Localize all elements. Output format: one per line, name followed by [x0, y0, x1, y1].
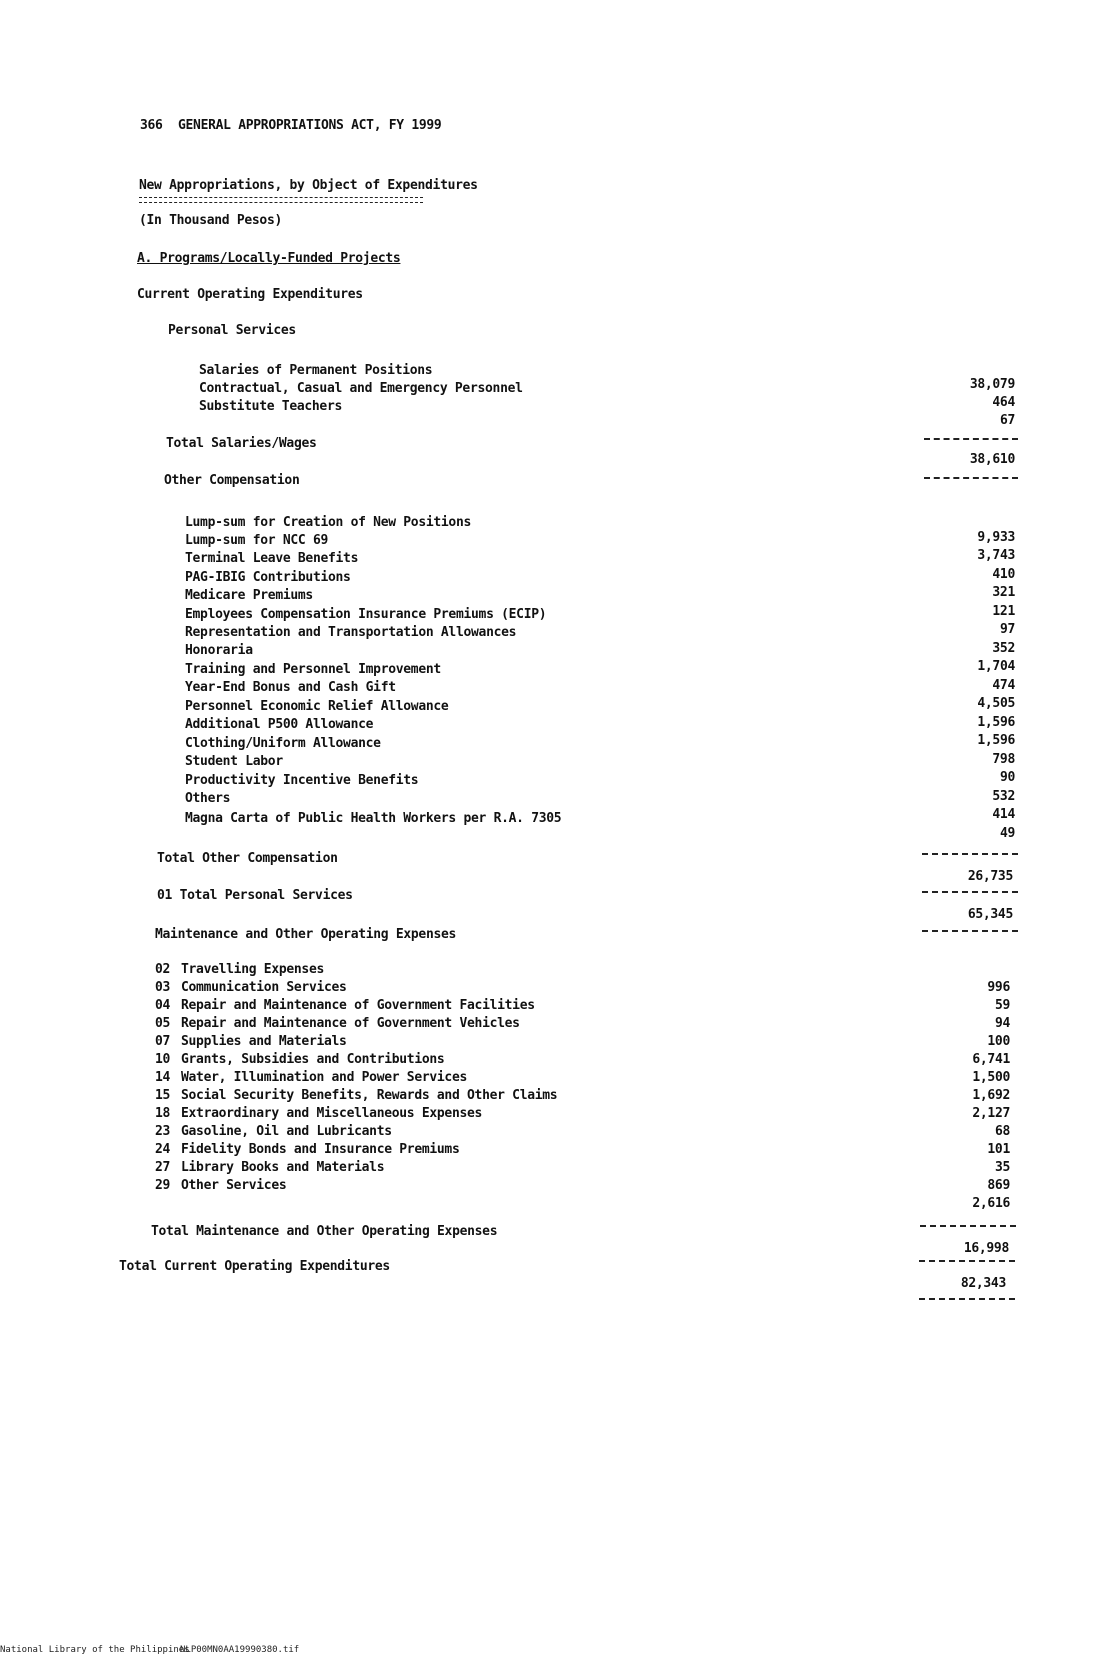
- section-title: A. Programs/Locally-Funded Projects: [137, 251, 401, 266]
- compensation-item-label: Terminal Leave Benefits: [185, 551, 359, 566]
- mooe-item-value: 59: [994, 998, 1010, 1013]
- mooe-item-label: Extraordinary and Miscellaneous Expenses: [181, 1106, 483, 1121]
- compensation-item-label: Magna Carta of Public Health Workers per R.A. 7305: [185, 811, 562, 826]
- compensation-item-value: 121: [992, 604, 1015, 619]
- mooe-item-label: Communication Services: [181, 980, 347, 995]
- mooe-item-code: 27: [155, 1160, 171, 1175]
- unit-label: (In Thousand Pesos): [139, 213, 283, 228]
- mooe-item-code: 29: [155, 1178, 171, 1193]
- mooe-item-value: 94: [994, 1016, 1010, 1031]
- mooe-item-value: 2,616: [972, 1196, 1010, 1211]
- subtotal-rule: [922, 930, 1018, 932]
- salary-item-value: 38,079: [969, 377, 1015, 392]
- mooe-heading: Maintenance and Other Operating Expenses: [155, 927, 457, 942]
- compensation-item-label: Clothing/Uniform Allowance: [185, 736, 381, 751]
- compensation-item-label: Year-End Bonus and Cash Gift: [185, 680, 396, 695]
- compensation-item-label: Representation and Transportation Allowances: [185, 625, 517, 640]
- other-compensation-heading: Other Compensation: [164, 473, 300, 488]
- compensation-item-value: 1,704: [977, 659, 1015, 674]
- compensation-item-value: 1,596: [977, 715, 1015, 730]
- mooe-item-value: 1,692: [972, 1088, 1010, 1103]
- compensation-item-label: Training and Personnel Improvement: [185, 662, 441, 677]
- mooe-item-value: 1,500: [972, 1070, 1010, 1085]
- mooe-item-value: 101: [987, 1142, 1010, 1157]
- subtotal-rule: [922, 853, 1018, 855]
- compensation-item-label: Medicare Premiums: [185, 588, 313, 603]
- compensation-item-label: Honoraria: [185, 643, 253, 658]
- mooe-item-label: Grants, Subsidies and Contributions: [181, 1052, 445, 1067]
- mooe-item-label: Water, Illumination and Power Services: [181, 1070, 468, 1085]
- final-total-rule: [919, 1298, 1015, 1300]
- compensation-item-label: Productivity Incentive Benefits: [185, 773, 419, 788]
- mooe-item-value: 68: [994, 1124, 1010, 1139]
- compensation-item-label: Personnel Economic Relief Allowance: [185, 699, 449, 714]
- compensation-item-value: 1,596: [977, 733, 1015, 748]
- mooe-item-label: Social Security Benefits, Rewards and Other Claims: [181, 1088, 558, 1103]
- mooe-item-value: 100: [987, 1034, 1010, 1049]
- compensation-item-value: 532: [992, 789, 1015, 804]
- mooe-item-value: 35: [994, 1160, 1010, 1175]
- compensation-item-value: 414: [992, 807, 1015, 822]
- salary-item-label: Contractual, Casual and Emergency Personnel: [199, 381, 523, 396]
- mooe-item-value: 996: [987, 980, 1010, 995]
- subheader-title: New Appropriations, by Object of Expenditures: [139, 178, 478, 193]
- compensation-item-value: 474: [992, 678, 1015, 693]
- total-current-operating-value: 82,343: [960, 1276, 1006, 1291]
- compensation-item-label: Student Labor: [185, 754, 283, 769]
- mooe-item-label: Travelling Expenses: [181, 962, 325, 977]
- compensation-item-label: Employees Compensation Insurance Premiums (ECIP): [185, 607, 547, 622]
- mooe-item-code: 18: [155, 1106, 171, 1121]
- salary-item-label: Substitute Teachers: [199, 399, 343, 414]
- mooe-item-label: Fidelity Bonds and Insurance Premiums: [181, 1142, 460, 1157]
- compensation-item-label: Lump-sum for NCC 69: [185, 533, 329, 548]
- compensation-item-label: Additional P500 Allowance: [185, 717, 374, 732]
- compensation-item-label: Others: [185, 791, 231, 806]
- total-current-operating-label: Total Current Operating Expenditures: [119, 1259, 390, 1274]
- salary-item-value: 464: [992, 395, 1015, 410]
- page-number: 366: [140, 118, 163, 133]
- mooe-item-code: 23: [155, 1124, 171, 1139]
- mooe-item-code: 10: [155, 1052, 171, 1067]
- subtotal-rule: [924, 477, 1018, 479]
- mooe-item-code: 02: [155, 962, 171, 977]
- page-header-title: GENERAL APPROPRIATIONS ACT, FY 1999: [178, 118, 442, 133]
- total-mooe-label: Total Maintenance and Other Operating Expenses: [151, 1224, 498, 1239]
- compensation-item-value: 4,505: [977, 696, 1015, 711]
- mooe-item-code: 24: [155, 1142, 171, 1157]
- mooe-item-code: 15: [155, 1088, 171, 1103]
- total-other-compensation-label: Total Other Compensation: [157, 851, 338, 866]
- personal-services-heading: Personal Services: [168, 323, 296, 338]
- mooe-item-code: 03: [155, 980, 171, 995]
- salary-item-label: Salaries of Permanent Positions: [199, 363, 433, 378]
- subtotal-rule: [920, 1225, 1016, 1227]
- mooe-item-label: Supplies and Materials: [181, 1034, 347, 1049]
- compensation-item-value: 798: [992, 752, 1015, 767]
- total-personal-services-value: 65,345: [967, 907, 1013, 922]
- compensation-item-value: 49: [999, 826, 1015, 841]
- compensation-item-value: 97: [999, 622, 1015, 637]
- mooe-item-label: Repair and Maintenance of Government Vehicles: [181, 1016, 520, 1031]
- salary-item-value: 67: [999, 413, 1015, 428]
- compensation-item-label: PAG-IBIG Contributions: [185, 570, 351, 585]
- total-salaries-value: 38,610: [969, 452, 1015, 467]
- total-salaries-label: Total Salaries/Wages: [166, 436, 317, 451]
- total-personal-services-label: 01 Total Personal Services: [157, 888, 353, 903]
- compensation-item-value: 90: [999, 770, 1015, 785]
- total-other-compensation-value: 26,735: [967, 869, 1013, 884]
- compensation-item-value: 321: [992, 585, 1015, 600]
- current-operating-heading: Current Operating Expenditures: [137, 287, 363, 302]
- compensation-item-label: Lump-sum for Creation of New Positions: [185, 515, 472, 530]
- compensation-item-value: 9,933: [977, 530, 1015, 545]
- compensation-item-value: 410: [992, 567, 1015, 582]
- mooe-item-label: Other Services: [181, 1178, 287, 1193]
- mooe-item-code: 05: [155, 1016, 171, 1031]
- mooe-item-value: 6,741: [972, 1052, 1010, 1067]
- double-rule: [139, 197, 423, 203]
- mooe-item-label: Gasoline, Oil and Lubricants: [181, 1124, 392, 1139]
- mooe-item-code: 07: [155, 1034, 171, 1049]
- mooe-item-label: Library Books and Materials: [181, 1160, 385, 1175]
- mooe-item-label: Repair and Maintenance of Government Facilities: [181, 998, 535, 1013]
- footer-file: NLP00MN0AA19990380.tif: [180, 1645, 300, 1655]
- mooe-item-value: 2,127: [972, 1106, 1010, 1121]
- compensation-item-value: 352: [992, 641, 1015, 656]
- mooe-item-code: 14: [155, 1070, 171, 1085]
- compensation-item-value: 3,743: [977, 548, 1015, 563]
- footer-source: National Library of the Philippines: [0, 1645, 190, 1655]
- mooe-item-value: 869: [987, 1178, 1010, 1193]
- subtotal-rule: [924, 438, 1018, 440]
- total-mooe-value: 16,998: [963, 1241, 1009, 1256]
- subtotal-rule: [919, 1260, 1015, 1262]
- mooe-item-code: 04: [155, 998, 171, 1013]
- subtotal-rule: [922, 891, 1018, 893]
